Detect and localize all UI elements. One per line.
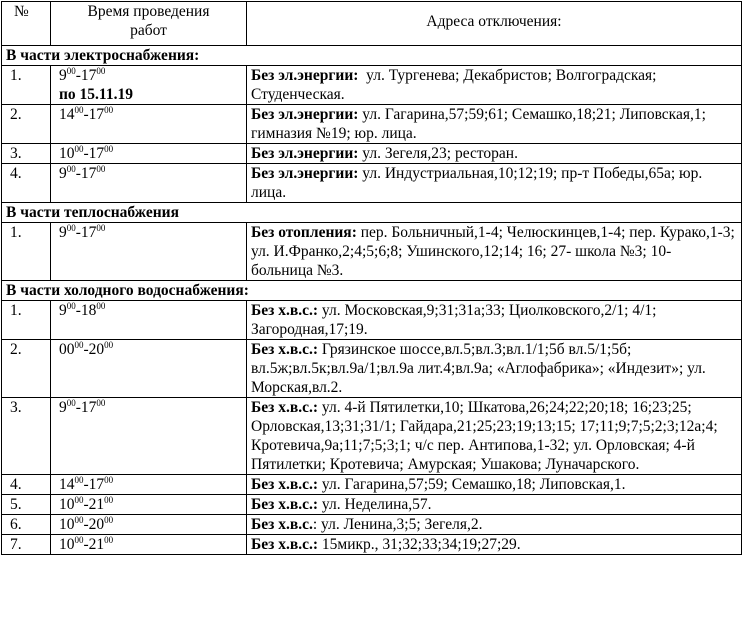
start-hour: 10 (59, 145, 75, 162)
end-minute: 00 (104, 475, 114, 485)
address-list: ул. 4-й Пятилетки,10; Шкатова,26;24;22;20;18; 16;23;25; Орловская,13;31;31/1; Гайдара,21;25;23;19;13;15; 17;11;9;7;5;2;3;12а;4; Кротевича,9а;11;7;5;3;1; ч/с пер. Антипова,1-32; ул. Орловская; 4-й Пятилетки; Кротевича; Амурская; Ушакова; Луначарского. (251, 399, 722, 473)
table-row (2, 475, 742, 495)
row-number: 1. (2, 301, 51, 340)
outage-addresses (247, 223, 742, 281)
outage-type: Без х.в.с.: (251, 476, 319, 493)
work-time: $10^{00}-17^{00}$ (51, 144, 247, 164)
outage-addresses (247, 66, 742, 105)
outage-type: Без отопления: (251, 224, 357, 241)
end-hour: 21 (88, 496, 105, 513)
address-list: 15микр., 31;32;33;34;19;27;29. (318, 536, 521, 553)
work-time: $10^{00}-20^{00}$ (51, 515, 247, 535)
row-number: 4. (2, 164, 51, 203)
outage-addresses (247, 144, 742, 164)
start-hour: 9 (59, 165, 67, 182)
end-hour: 17 (88, 145, 105, 162)
end-hour: 17 (80, 165, 97, 182)
outage-addresses (247, 495, 742, 515)
until-date: по 15.11.19 (59, 86, 133, 103)
table-row (2, 223, 742, 281)
section-title: В части электроснабжения: (2, 46, 742, 66)
section-title: В части теплоснабжения (2, 203, 742, 223)
row-number: 3. (2, 398, 51, 475)
start-hour: 14 (59, 106, 75, 123)
address-list: ул. Неделина,57. (318, 496, 432, 513)
start-minute: 00 (74, 105, 84, 115)
work-time: $9^{00}-17^{00}$ по 15.11.19 (51, 66, 247, 105)
end-minute: 00 (104, 515, 114, 525)
row-number: 5. (2, 495, 51, 515)
header-row (2, 2, 742, 46)
row-number: 4. (2, 475, 51, 495)
address-list: ул. Гагарина,57;59;61; Семашко,18;21; Липовская,1; гимназия №19; юр. лица. (251, 106, 710, 142)
end-minute: 00 (104, 105, 114, 115)
work-time: $00^{00}-20^{00}$ (51, 340, 247, 398)
table-row (2, 535, 742, 555)
start-minute: 00 (66, 164, 76, 174)
section-row (2, 46, 742, 66)
work-time: $14^{00}-17^{00}$ (51, 475, 247, 495)
address-list: : ул. Ленина,3;5; Зегеля,2. (312, 516, 483, 533)
section-title: В части холодного водоснабжения: (2, 281, 742, 301)
address-list: ул. Зегеля,23; ресторан. (358, 145, 518, 162)
start-hour: 9 (59, 67, 67, 84)
work-time: $10^{00}-21^{00}$ (51, 495, 247, 515)
outage-addresses (247, 475, 742, 495)
section-row (2, 281, 742, 301)
start-minute: 00 (74, 515, 84, 525)
table-row (2, 66, 742, 105)
outage-type: Без эл.энергии: (251, 165, 359, 182)
outage-type: Без х.в.с. (251, 516, 313, 533)
start-hour: 00 (59, 341, 75, 358)
table-row (2, 164, 742, 203)
end-minute: 00 (96, 398, 106, 408)
end-hour: 17 (80, 399, 97, 416)
start-minute: 00 (66, 66, 76, 76)
end-minute: 00 (104, 495, 114, 505)
row-number: 2. (2, 105, 51, 144)
start-hour: 9 (59, 224, 67, 241)
address-list: пер. Больничный,1-4; Челюскинцев,1-4; пер. Курако,1-3; ул. И.Франко,2;4;5;6;8; Ушинского,12;14; 16; 27- школа №3; 10- больница №3. (251, 224, 739, 279)
outage-addresses (247, 340, 742, 398)
end-hour: 20 (88, 516, 105, 533)
end-minute: 00 (96, 66, 106, 76)
end-minute: 00 (96, 164, 106, 174)
start-hour: 14 (59, 476, 75, 493)
table-row (2, 301, 742, 340)
start-minute: 00 (74, 475, 84, 485)
end-hour: 18 (80, 302, 97, 319)
header-address: Адреса отключения: (247, 2, 742, 46)
table-body (2, 46, 742, 555)
row-number: 1. (2, 223, 51, 281)
row-number: 2. (2, 340, 51, 398)
outage-addresses (247, 535, 742, 555)
start-minute: 00 (66, 398, 76, 408)
start-minute: 00 (74, 495, 84, 505)
end-hour: 17 (88, 476, 105, 493)
table-row (2, 105, 742, 144)
row-number: 3. (2, 144, 51, 164)
outage-type: Без х.в.с.: (251, 536, 319, 553)
start-hour: 9 (59, 399, 67, 416)
work-time: $9^{00}-17^{00}$ (51, 223, 247, 281)
outage-addresses (247, 515, 742, 535)
work-time: $10^{00}-21^{00}$ (51, 535, 247, 555)
address-list: ул. Тургенева; Декабристов; Волгоградская; Студенческая. (251, 67, 661, 103)
end-hour: 17 (88, 106, 105, 123)
outage-type: Без х.в.с.: (251, 496, 319, 513)
row-number: 1. (2, 66, 51, 105)
start-minute: 00 (74, 340, 84, 350)
end-hour: 17 (80, 67, 97, 84)
start-minute: 00 (66, 301, 76, 311)
address-list: ул. Гагарина,57;59; Семашко,18; Липовская,1. (318, 476, 626, 493)
end-minute: 00 (104, 535, 114, 545)
outage-table (1, 1, 742, 555)
table-row (2, 340, 742, 398)
end-hour: 21 (88, 536, 105, 553)
outage-type: Без эл.энергии: (251, 106, 359, 123)
address-list: ул. Московская,9;31;31а;33; Циолковского,2/1; 4/1; Загородная,17;19. (251, 302, 661, 338)
end-hour: 17 (80, 224, 97, 241)
header-number: № (2, 2, 51, 46)
outage-addresses (247, 164, 742, 203)
work-time: $14^{00}-17^{00}$ (51, 105, 247, 144)
start-minute: 00 (66, 223, 76, 233)
address-list: ул. Индустриальная,10;12;19; пр-т Победы,65а; юр. лица. (251, 165, 707, 201)
start-hour: 10 (59, 496, 75, 513)
row-number: 6. (2, 515, 51, 535)
table-row (2, 495, 742, 515)
end-hour: 20 (88, 341, 105, 358)
outage-addresses (247, 398, 742, 475)
outage-type: Без х.в.с.: (251, 302, 319, 319)
outage-type: Без эл.энергии: (251, 145, 359, 162)
section-row (2, 203, 742, 223)
outage-addresses (247, 105, 742, 144)
table-row (2, 144, 742, 164)
end-minute: 00 (104, 144, 114, 154)
start-hour: 10 (59, 516, 75, 533)
outage-type: Без эл.энергии: (251, 67, 359, 84)
outage-type: Без х.в.с.: (251, 399, 319, 416)
end-minute: 00 (96, 223, 106, 233)
address-list: Грязинское шоссе,вл.5;вл.3;вл.1/1;5б вл.5/1;5б; вл.5ж;вл.5к;вл.9а/1;вл.9а лит.4;вл.9а; «Аглофабрика»; «Индезит»; ул. Морская,вл.2. (251, 341, 710, 396)
start-minute: 00 (74, 535, 84, 545)
work-time: $9^{00}-17^{00}$ (51, 164, 247, 203)
table-row (2, 398, 742, 475)
end-minute: 00 (104, 340, 114, 350)
start-minute: 00 (74, 144, 84, 154)
work-time: $9^{00}-18^{00}$ (51, 301, 247, 340)
work-time: $9^{00}-17^{00}$ (51, 398, 247, 475)
end-minute: 00 (96, 301, 106, 311)
row-number: 7. (2, 535, 51, 555)
start-hour: 9 (59, 302, 67, 319)
header-time: Время проведения работ (51, 2, 247, 46)
table-row (2, 515, 742, 535)
outage-addresses (247, 301, 742, 340)
start-hour: 10 (59, 536, 75, 553)
outage-type: Без х.в.с.: (251, 341, 319, 358)
